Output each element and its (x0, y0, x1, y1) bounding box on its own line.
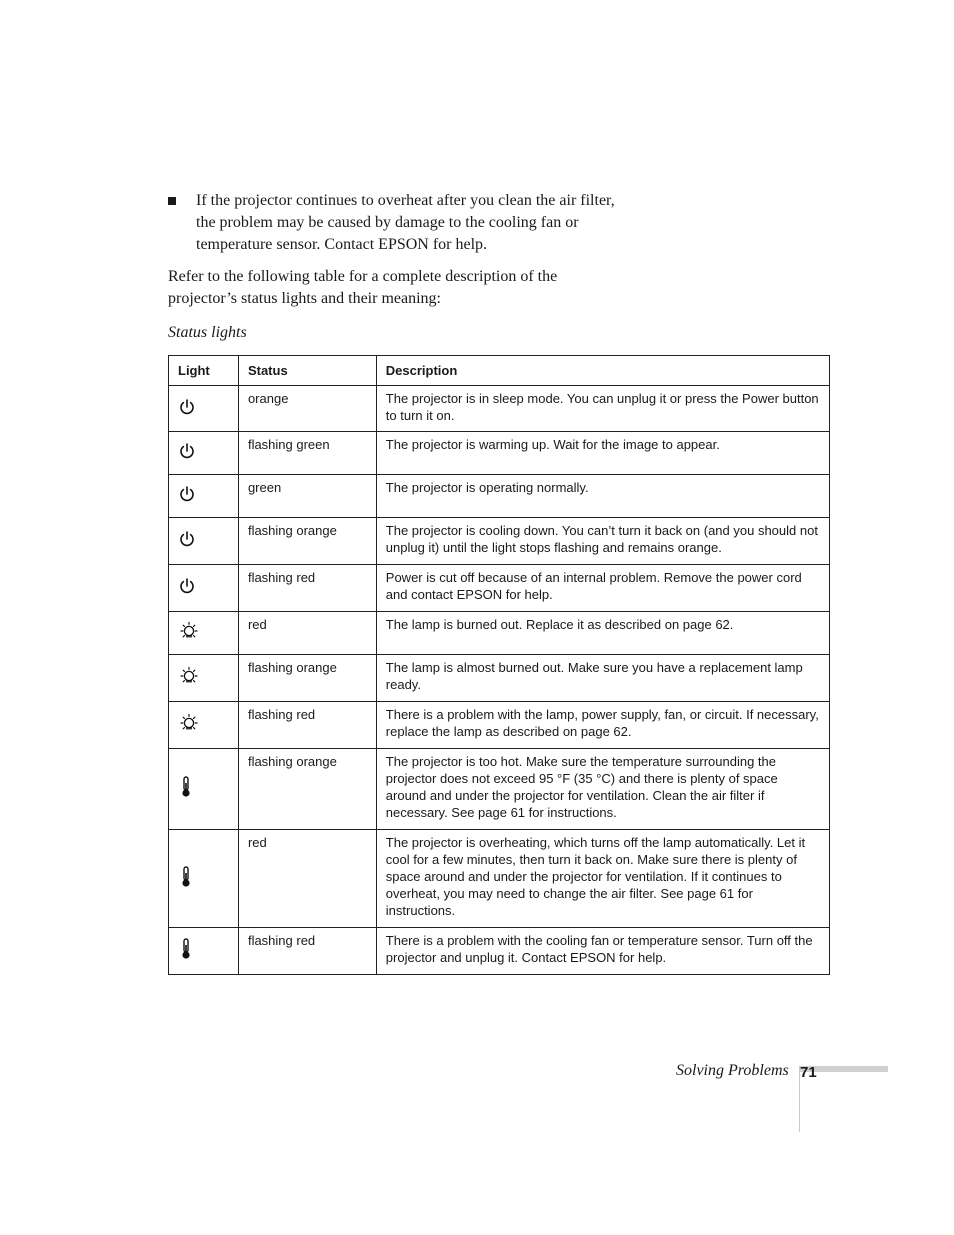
table-row (169, 565, 830, 612)
table-row (169, 928, 830, 975)
description-cell: The lamp is almost burned out. Make sure you have a replacement lamp ready. (376, 655, 829, 702)
table-row (169, 432, 830, 475)
description-cell: The projector is cooling down. You can’t turn it back on (and you should not unplug it) until the light stops flashing and remains orange. (376, 518, 829, 565)
light-cell (169, 612, 239, 655)
table-row (169, 386, 830, 432)
description-cell: The projector is operating normally. (376, 475, 829, 518)
light-cell (169, 432, 239, 475)
bullet-item (168, 190, 638, 256)
status-cell: flashing red (238, 928, 376, 975)
table-row (169, 475, 830, 518)
light-cell (169, 475, 239, 518)
status-cell: flashing orange (238, 655, 376, 702)
thermometer-icon (178, 775, 238, 803)
description-cell: The projector is in sleep mode. You can unplug it or press the Power button to turn it on. (376, 386, 829, 432)
status-cell: flashing orange (238, 749, 376, 830)
header-status: Status (238, 356, 376, 386)
description-cell: There is a problem with the cooling fan or temperature sensor. Turn off the projector and unplug it. Contact EPSON for help. (376, 928, 829, 975)
light-cell (169, 518, 239, 565)
bullet-text: If the projector continues to overheat after you clean the air filter, the problem may be caused by damage to the cooling fan or temperature sensor. Contact EPSON for help. (196, 192, 615, 253)
description-cell: Power is cut off because of an internal problem. Remove the power cord and contact EPSON for help. (376, 565, 829, 612)
light-cell (169, 928, 239, 975)
status-cell: orange (238, 386, 376, 432)
status-cell: red (238, 830, 376, 928)
description-cell: There is a problem with the lamp, power supply, fan, or circuit. If necessary, replace the lamp as described on page 62. (376, 702, 829, 749)
header-light: Light (169, 356, 239, 386)
power-icon (178, 530, 238, 552)
table-row (169, 702, 830, 749)
light-cell (169, 565, 239, 612)
description-cell: The projector is warming up. Wait for the image to appear. (376, 432, 829, 475)
light-cell (169, 655, 239, 702)
thermometer-icon (178, 937, 238, 965)
description-cell: The projector is overheating, which turns off the lamp automatically. Let it cool for a few minutes, then turn it back on. Make sure there is plenty of space around and under the projector for ventilation. If it continues to overheat, you may need to change the air filter. See page 61 for instructions. (376, 830, 829, 928)
table-row (169, 749, 830, 830)
table-caption: Status lights (168, 324, 247, 341)
power-icon (178, 485, 238, 507)
status-cell: flashing orange (238, 518, 376, 565)
light-cell (169, 702, 239, 749)
square-bullet-icon (168, 197, 176, 205)
table-row (169, 830, 830, 928)
power-icon (178, 442, 238, 464)
page-number: 71 (800, 1064, 817, 1081)
table-row (169, 518, 830, 565)
table-row (169, 612, 830, 655)
status-cell: green (238, 475, 376, 518)
light-cell (169, 749, 239, 830)
table-header-row (169, 356, 830, 386)
description-cell: The lamp is burned out. Replace it as described on page 62. (376, 612, 829, 655)
intro-paragraph: Refer to the following table for a complete description of the projector’s status lights and their meaning: (168, 268, 558, 307)
lamp-icon (178, 712, 238, 738)
status-cell: flashing red (238, 565, 376, 612)
header-description: Description (376, 356, 829, 386)
thermometer-icon (178, 865, 238, 893)
lamp-icon (178, 620, 238, 646)
status-cell: flashing red (238, 702, 376, 749)
table-row (169, 655, 830, 702)
footer-section-title: Solving Problems (676, 1062, 789, 1079)
status-cell: red (238, 612, 376, 655)
status-lights-table (168, 355, 830, 975)
power-icon (178, 398, 238, 420)
status-cell: flashing green (238, 432, 376, 475)
light-cell (169, 830, 239, 928)
power-icon (178, 577, 238, 599)
lamp-icon (178, 665, 238, 691)
light-cell (169, 386, 239, 432)
description-cell: The projector is too hot. Make sure the temperature surrounding the projector does not exceed 95 °F (35 °C) and there is plenty of space around and under the projector for ventilation. Clean the air filter if necessary. See page 61 for instructions. (376, 749, 829, 830)
